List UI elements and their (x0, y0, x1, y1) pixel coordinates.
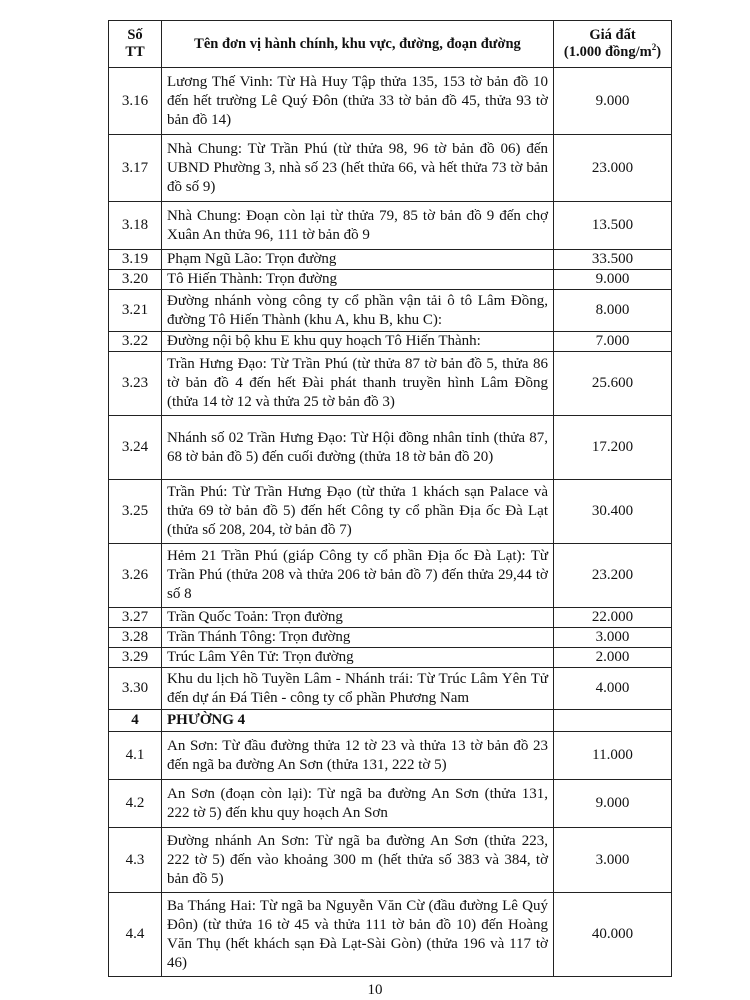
row-price-cell (554, 710, 672, 732)
row-price-cell: 4.000 (554, 668, 672, 710)
row-name-cell: Đường nội bộ khu E khu quy hoạch Tô Hiến Thành: (162, 332, 554, 352)
row-name-cell: Tô Hiến Thành: Trọn đường (162, 270, 554, 290)
table-row (109, 250, 672, 270)
row-price-cell: 30.400 (554, 480, 672, 544)
row-price-cell: 33.500 (554, 250, 672, 270)
table-row (109, 828, 672, 893)
table-row (109, 416, 672, 480)
row-price-cell: 11.000 (554, 732, 672, 780)
section-row (109, 710, 672, 732)
row-name-cell: Hẻm 21 Trần Phú (giáp Công ty cổ phần Địa ốc Đà Lạt): Từ Trần Phú (thửa 208 và thửa 206 tờ bản đồ 7) đến thửa 29,44 tờ số 8 (162, 544, 554, 608)
row-price-cell: 25.600 (554, 352, 672, 416)
row-price-cell: 9.000 (554, 68, 672, 135)
table-row (109, 732, 672, 780)
row-name-cell: An Sơn (đoạn còn lại): Từ ngã ba đường An Sơn (thửa 131, 222 tờ 5) đến khu quy hoạch An Sơn (162, 780, 554, 828)
row-name-cell: Trần Thánh Tông: Trọn đường (162, 628, 554, 648)
row-name-cell: Nhà Chung: Đoạn còn lại từ thửa 79, 85 tờ bản đồ 9 đến chợ Xuân An thửa 96, 111 tờ bản đồ 9 (162, 202, 554, 250)
table-row (109, 202, 672, 250)
table-row (109, 352, 672, 416)
header-price-line2: (1.000 đồng/m (563, 44, 652, 60)
row-number-cell: 4.4 (109, 893, 162, 977)
row-name-cell: Lương Thế Vinh: Từ Hà Huy Tập thửa 135, 153 tờ bản đồ 10 đến hết trường Lê Quý Đôn (thửa 33 tờ bản đồ 45, thửa 93 tờ bản đồ 14) (162, 68, 554, 135)
row-number-cell: 3.25 (109, 480, 162, 544)
row-name-cell: Đường nhánh vòng công ty cổ phần vận tải ô tô Lâm Đồng, đường Tô Hiến Thành (khu A, khu B, khu C): (162, 290, 554, 332)
row-name-cell: Ba Tháng Hai: Từ ngã ba Nguyễn Văn Cừ (đầu đường Lê Quý Đôn) (từ thửa 16 tờ 45 và thửa 111 tờ bản đồ 10) đến Hoàng Văn Thụ (hết khách sạn Đà Lạt-Sài Gòn) (thửa 196 và 117 tờ 46) (162, 893, 554, 977)
row-name-cell: Nhà Chung: Từ Trần Phú (từ thửa 98, 96 tờ bản đồ 06) đến UBND Phường 3, nhà số 23 (hết thửa 66, và hết thửa 73 tờ bản đồ số 9) (162, 135, 554, 202)
table-row (109, 648, 672, 668)
table-row (109, 332, 672, 352)
row-number-cell: 3.23 (109, 352, 162, 416)
table-row (109, 893, 672, 977)
row-number-cell: 4.2 (109, 780, 162, 828)
row-name-cell: Nhánh số 02 Trần Hưng Đạo: Từ Hội đồng nhân tỉnh (thửa 87, 68 tờ bản đồ 5) đến cuối đường (thửa 18 tờ bản đồ 20) (162, 416, 554, 480)
row-number-cell: 3.28 (109, 628, 162, 648)
row-name-cell: An Sơn: Từ đầu đường thửa 12 tờ 23 và thửa 13 tờ bản đồ 23 đến ngã ba đường An Sơn (thửa 131, 222 tờ 5) (162, 732, 554, 780)
row-price-cell: 9.000 (554, 270, 672, 290)
row-price-cell: 3.000 (554, 628, 672, 648)
table-row (109, 628, 672, 648)
row-number-cell: 3.27 (109, 608, 162, 628)
row-name-cell: PHƯỜNG 4 (162, 710, 554, 732)
header-no-line1: Số (127, 27, 143, 43)
row-number-cell: 3.18 (109, 202, 162, 250)
table-row (109, 668, 672, 710)
row-price-cell: 7.000 (554, 332, 672, 352)
row-number-cell: 3.19 (109, 250, 162, 270)
row-price-cell: 17.200 (554, 416, 672, 480)
row-name-cell: Trúc Lâm Yên Tử: Trọn đường (162, 648, 554, 668)
row-number-cell: 4.1 (109, 732, 162, 780)
row-name-cell: Phạm Ngũ Lão: Trọn đường (162, 250, 554, 270)
row-name-cell: Trần Phú: Từ Trần Hưng Đạo (từ thửa 1 khách sạn Palace và thửa 69 tờ bản đồ 5) đến hết Công ty cổ phần Địa ốc Đà Lạt (thửa số 208, 204, tờ bản đồ 7) (162, 480, 554, 544)
row-price-cell: 13.500 (554, 202, 672, 250)
row-number-cell: 3.22 (109, 332, 162, 352)
row-name-cell: Khu du lịch hồ Tuyền Lâm - Nhánh trái: Từ Trúc Lâm Yên Tử đến dự án Đá Tiên - công ty cổ phần Phương Nam (162, 668, 554, 710)
row-number-cell: 3.16 (109, 68, 162, 135)
row-number-cell: 3.20 (109, 270, 162, 290)
row-number-cell: 3.26 (109, 544, 162, 608)
header-no (109, 21, 162, 68)
land-price-table (108, 20, 672, 977)
header-price-close: ) (656, 44, 662, 60)
table-row (109, 290, 672, 332)
row-price-cell: 23.200 (554, 544, 672, 608)
page-number: 10 (367, 982, 383, 998)
row-price-cell: 22.000 (554, 608, 672, 628)
row-name-cell: Trần Quốc Toản: Trọn đường (162, 608, 554, 628)
header-price (554, 21, 672, 68)
row-number-cell: 3.30 (109, 668, 162, 710)
header-price-line1: Giá đất (589, 27, 636, 43)
table-row (109, 480, 672, 544)
table-row (109, 68, 672, 135)
row-price-cell: 23.000 (554, 135, 672, 202)
row-number-cell: 4 (109, 710, 162, 732)
header-name: Tên đơn vị hành chính, khu vực, đường, đoạn đường (162, 21, 554, 68)
header-price-sup: 2 (651, 42, 657, 53)
table-row (109, 544, 672, 608)
table-row (109, 780, 672, 828)
row-name-cell: Trần Hưng Đạo: Từ Trần Phú (từ thửa 87 tờ bản đồ 5, thửa 86 tờ bản đồ 4 đến hết Đài phát thanh truyền hình Lâm Đồng (thửa 14 tờ 12 và thửa 25 tờ bản đồ 3) (162, 352, 554, 416)
row-number-cell: 3.17 (109, 135, 162, 202)
table-row (109, 270, 672, 290)
table-row (109, 608, 672, 628)
row-number-cell: 3.29 (109, 648, 162, 668)
row-price-cell: 9.000 (554, 780, 672, 828)
row-number-cell: 4.3 (109, 828, 162, 893)
row-price-cell: 3.000 (554, 828, 672, 893)
row-price-cell: 8.000 (554, 290, 672, 332)
row-name-cell: Đường nhánh An Sơn: Từ ngã ba đường An Sơn (thửa 223, 222 tờ 5) đến vào khoảng 300 m (hết thửa số 383 và 384, tờ bản đồ 5) (162, 828, 554, 893)
table-body (109, 68, 672, 977)
table-header-row (109, 21, 672, 68)
row-number-cell: 3.21 (109, 290, 162, 332)
header-no-line2: TT (125, 44, 145, 60)
row-price-cell: 40.000 (554, 893, 672, 977)
table-row (109, 135, 672, 202)
row-number-cell: 3.24 (109, 416, 162, 480)
row-price-cell: 2.000 (554, 648, 672, 668)
